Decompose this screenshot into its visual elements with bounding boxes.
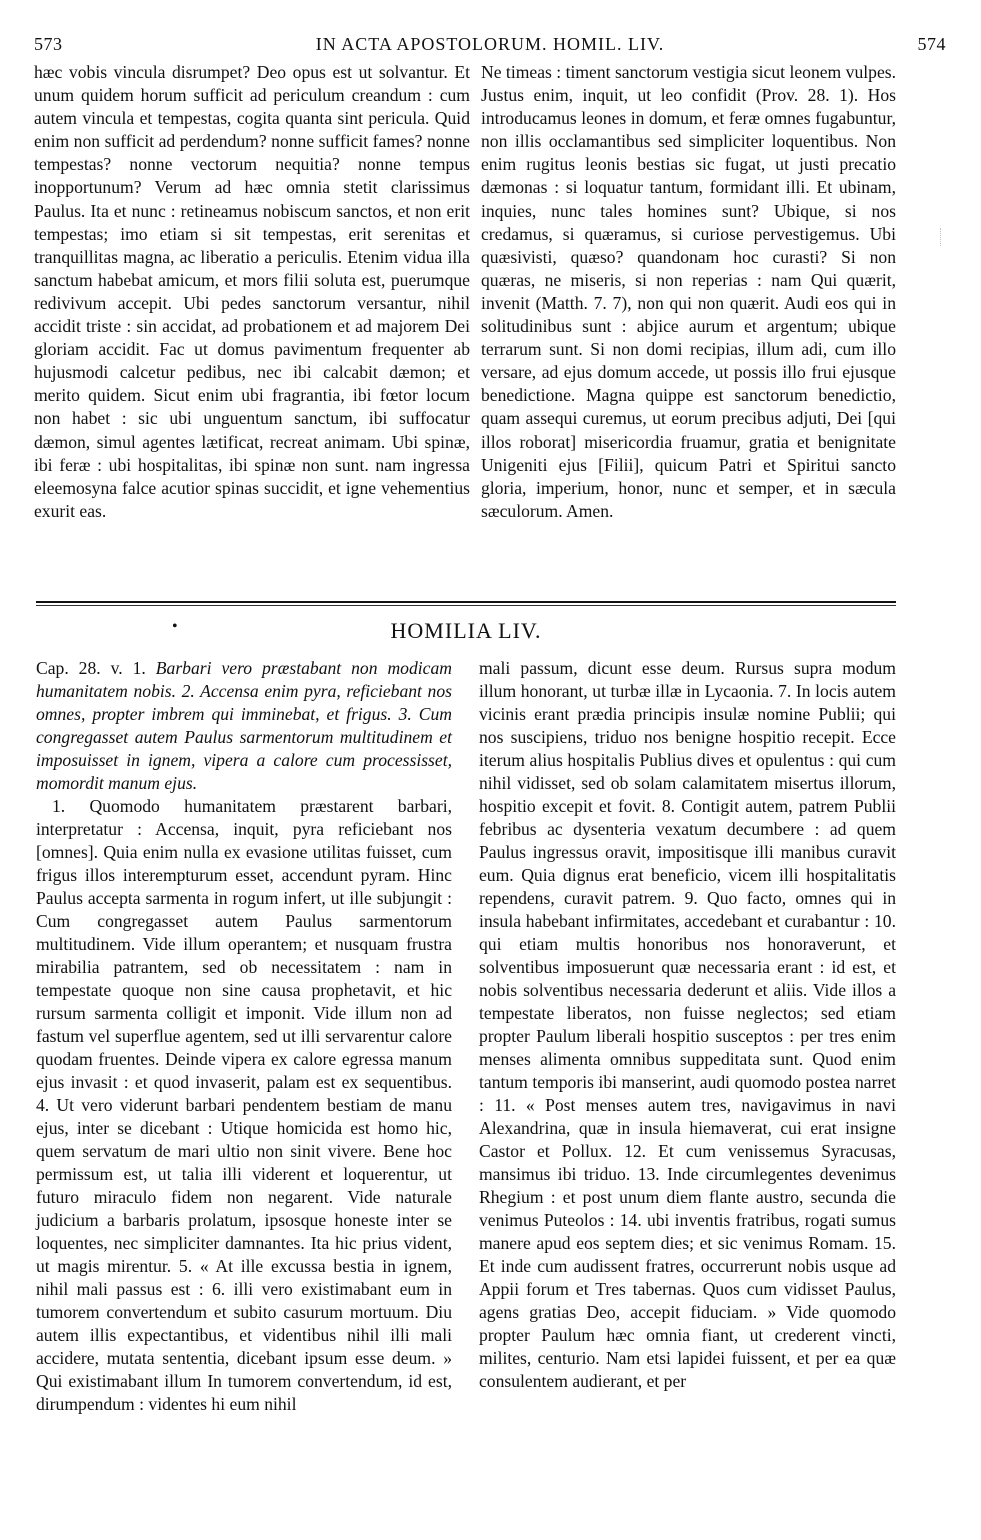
argument-text: Barbari vero præstabant non modicam humanitatem nobis. 2. Accensa enim pyra, reficiebant nos omnes, propter imbrem qui imminebat, et frigus. 3. Cum congregasset autem Paulus sarmentorum multitudinem et imposuisset in ignem, vipera a calore cum processisset, momordit manum ejus.	[36, 658, 452, 793]
column-bottom-right	[479, 657, 896, 1393]
running-title: IN ACTA APOSTOLORUM. HOMIL. LIV.	[315, 34, 665, 54]
section-divider-thin	[36, 605, 896, 606]
paragraph-bottom-left: 1. Quomodo humanitatem præstarent barbari, interpretatur : Accensa, inquit, pyra reficiebant nos [omnes]. Quia enim nulla ex evasione utilitas fuisset, cum frigus illos interempturum esset, accendunt pyram. Hinc Paulus accepta sarmenta in rogum infert, ut ille subjungit : Cum congregasset autem Paulus sarmentorum multitudinem. Vide illum operantem; et nusquam frustra mirabilia patrantem, sed ob necessitatem : nam in tempestate quoque non sine causa prophetavit, et hic rursum sarmenta colligit et imponit. Vide illum non ad fastum vel superflue agentem, sed ut illi servarentur calore quodam fruentes. Deinde vipera ex calore egressa manum ejus invasit : et quod invaserit, palam est ex sequentibus. 4. Ut vero viderunt barbari pendentem bestiam de manu ejus, inter se dicebant : Utique homicida est homo hic, quem servatum de mari ultio non sinit vivere. Bene hoc permissum est, ut talia illi viderent et loquerentur, ut futuro miraculo fidem non negarent. Vide naturale judicium a barbaris prolatum, ipsosque honeste inter se loquentes, nec simpliciter damnantes. Ita hic prius vident, ut magis mirentur. 5. « At ille excussa bestia in ignem, nihil mali passus est : 6. illi vero existimabant eum in tumorem convertendum et subito casurum mortuum. Diu autem illis expectantibus, et videntibus nihil illi mali accidere, mutata sententia, dicebant ipsum esse deum. » Qui existimabant illum In tumorem convertendum, id est, dirumpendum : videntes hi eum nihil	[36, 796, 452, 1414]
column-bottom-left	[36, 657, 452, 1416]
chapter-argument	[36, 657, 452, 795]
ornament-dot: •	[172, 618, 178, 635]
column-top-right	[481, 61, 896, 523]
running-header	[34, 34, 946, 58]
homily-heading: HOMILIA LIV.	[390, 618, 542, 643]
margin-speck	[940, 228, 947, 246]
paragraph-top-right: Ne timeas : timent sanctorum vestigia sicut leonem vulpes. Justus enim, inquit, ut leo confidit (Prov. 28. 1). Hos introducamus leones in domum, et feræ omnes fugabuntur, non illis occlamantibus sed simpliciter loquentibus. Non enim rugitus leonis bestias sic fugat, ut justi precatio dæmonas : si loquatur tantum, formidant illi. Et ubinam, inquies, nunc tales homines sunt? Ubique, si nos credamus, si quæramus, si curiose pervestigemus. Ubi quæsivisti, quæso? quandonam hoc curasti? Si non quæras, ne miseris, si non reperias : nam Qui quærit, invenit (Matth. 7. 7), non qui non quærit. Audi eos qui in solitudinibus sunt : abjice aurum et argentum; ubique terrarum sunt. Si non domi recipias, illum adi, cum illo versare, ad ejus domum accede, ut possis illo frui ejusque benedictione. Magna quippe est sanctorum benedictio, quam assequi curemus, ut eorum precibus adjuti, Dei [qui illos roborat] misericordia fruamur, gratia et benignitate Unigeniti ejus [Filii], quicum Patri et Spiritui sancto gloria, imperium, honor, nunc et semper, et in sæcula sæculorum. Amen.	[481, 62, 896, 521]
paragraph-bottom-right: mali passum, dicunt esse deum. Rursus supra modum illum honorant, ut turbæ illæ in Lycaonia. 7. In locis autem vicinis erant prædia principis insulæ nomine Publii; qui nos suscipiens, triduo nos benigne hospitio recepit. Ecce iterum alius hospitalis Publius dives et opulentus : qui cum nihil vidisset, sed ob solam calamitatem misertus illorum, hospitio excepit et fovit. 8. Contigit autem, patrem Publii febribus ac dysenteria vexatum decumbere : ad quem Paulus ingressus oravit, impositisque illi manibus curavit eum. Quia dignus erat beneficio, vicem illi hospitalitatis rependens, curavit patrem. 9. Quo facto, omnes qui in insula habebant infirmitates, accedebant et curabantur : 10. qui etiam multis honoribus nos honoraverunt, et solventibus imposuerunt quæ necessaria erant : id est, et nobis solventibus necessaria dederunt et aliis. Vide illos a tempestate liberatos, non fuisse neglectos; sed etiam propter Paulum liberali hospitio susceptos : per tres enim menses alimenta omnibus suppeditata sunt. Quod enim tantum temporis ibi manserint, audi quomodo postea narret : 11. « Post menses autem tres, navigavimus in navi Alexandrina, quæ in insula hiemaverat, cui erat insigne Castor et Pollux. 12. Et cum venissemus Syracusas, mansimus ibi triduo. 13. Inde circumlegentes devenimus Rhegium : et post unum diem flante austro, secunda die venimus Puteolos : 14. ubi inventis fratribus, rogati sumus manere apud eos septem dies; et sic venimus Romam. 15. Et inde cum audissent fratres, occurrerunt nobis usque ad Appii forum et Tres tabernas. Quos cum vidisset Paulus, agens gratias Deo, accepit fiduciam. » Vide quomodo propter Paulum hæc omnia fiant, ut crederent vincti, milites, centurio. Nam etsi lapidei fuissent, et per ea quæ consulentem audierant, et per	[479, 658, 896, 1391]
column-top-left	[34, 61, 470, 523]
chapter-reference: Cap. 28. v. 1.	[36, 658, 146, 678]
page-number-right: 574	[917, 34, 946, 54]
section-divider	[36, 601, 896, 603]
page-number-left: 573	[34, 34, 63, 54]
paragraph-top-left: hæc vobis vincula disrumpet? Deo opus est ut solvantur. Et unum quidem horum sufficit ad periculum creandum : cum autem vincula et tempestas, cogita quanta sint pericula. Quid enim non sufficit ad perdendum? nonne sufficit fames? nonne tempestas? nonne vectorum nequitia? nonne tempus inopportunum? Verum ad hæc omnia stetit clarissimus Paulus. Ita et nunc : retineamus nobiscum sanctos, et non erit tempestas; imo etiam si sit tempestas, erit serenitas et tranquillitas magna, ac liberatio a periculis. Etenim vidua illa sanctum habebat amicum, et mors filii soluta est, puerumque redivivum accepit. Ubi pedes sanctorum versantur, nihil accidit triste : sin accidat, ad probationem et ad majorem Dei gloriam accidit. Fac ut domus pavimentum frequenter ab hujusmodi calcetur pedibus, nec ibi calcabit dæmon; et merito quidem. Sicut enim ubi fragrantia, ibi fœtor locum non habet : sic ubi unguentum sanctum, ibi suffocatur dæmon, simul agentes lætificat, recreat animam. Ubi spinæ, ibi feræ : ubi hospitalitas, ibi spinæ non sunt. nam ingressa eleemosyna falce acutior spinas succidit, et igne vehementius exurit eas.	[34, 62, 470, 521]
